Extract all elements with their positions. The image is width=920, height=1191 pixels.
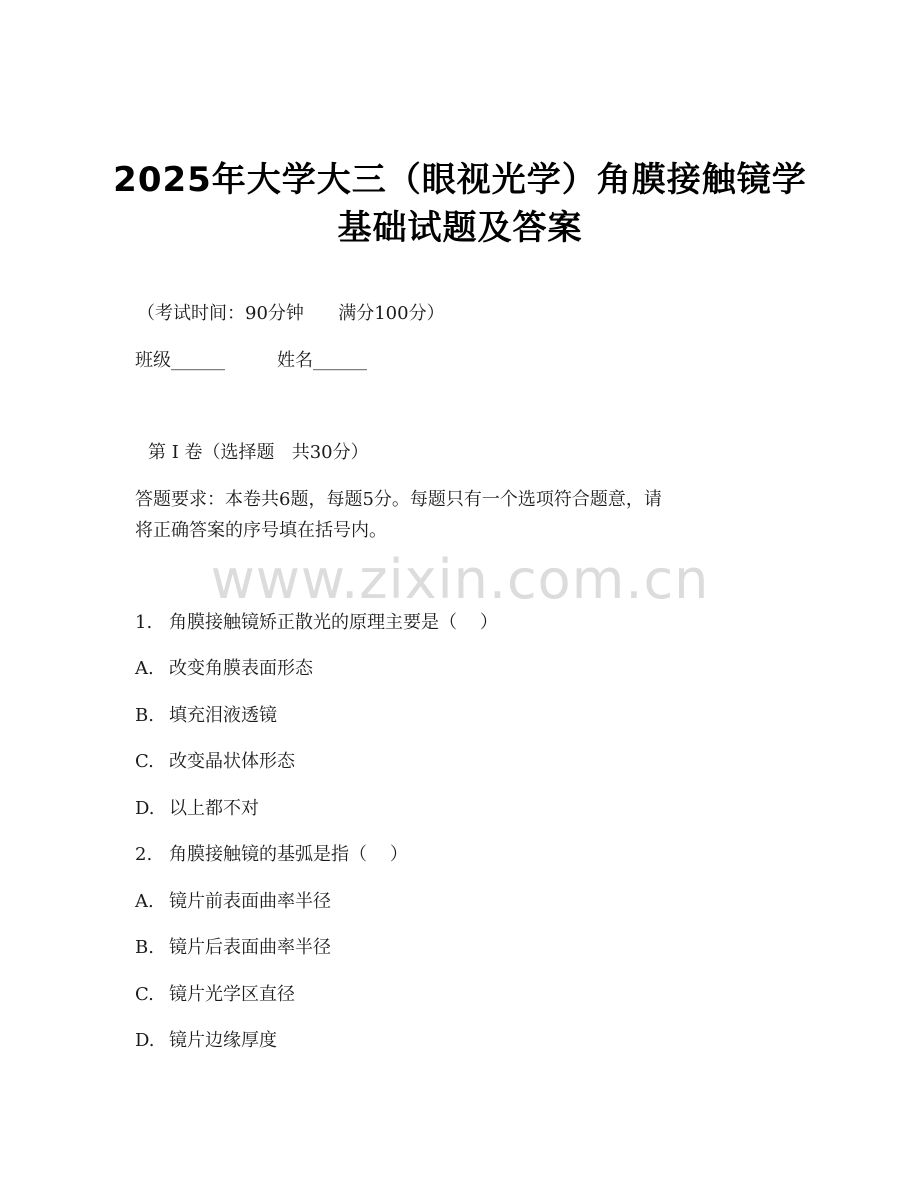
question-2-option-a [135,890,331,914]
name-field: 姓名______ [277,350,367,371]
question-1-option-c [135,750,295,774]
question-1-stem [135,611,498,635]
option-text: 镜片后表面曲率半径 [169,937,331,958]
requirement-line-2: 将正确答案的序号填在括号内。 [135,520,387,541]
class-field: 班级______ [135,350,225,371]
option-label: B. [135,705,154,726]
option-label: C. [135,751,154,772]
option-text: 以上都不对 [169,798,259,819]
question-2-stem [135,843,408,867]
option-text: 改变角膜表面形态 [169,658,313,679]
question-2-option-c [135,983,295,1007]
option-text: 镜片前表面曲率半径 [169,891,331,912]
question-text: 角膜接触镜的基弧是指（ ） [169,844,408,865]
option-text: 改变晶状体形态 [169,751,295,772]
student-info [135,349,367,373]
option-text: 填充泪液透镜 [169,705,277,726]
option-label: A. [135,891,154,912]
question-1-option-d [135,797,259,821]
watermark: www.zixin.com.cn [210,548,710,611]
question-2-option-d [135,1029,277,1053]
requirement-line-1: 答题要求：本卷共6题，每题5分。每题只有一个选项符合题意，请 [135,489,662,510]
exam-info: （考试时间：90分钟 满分100分） [137,303,445,324]
question-1-option-b [135,704,277,728]
question-text: 角膜接触镜矫正散光的原理主要是（ ） [169,612,498,633]
option-text: 镜片边缘厚度 [169,1030,277,1051]
option-label: C. [135,984,154,1005]
option-label: D. [135,798,155,819]
question-1-option-a [135,657,313,681]
option-label: B. [135,937,154,958]
question-2-option-b [135,936,331,960]
document-title-line-1: 2025年大学大三（眼视光学）角膜接触镜学 [113,160,807,200]
option-label: D. [135,1030,155,1051]
document-title-line-2: 基础试题及答案 [337,208,583,248]
question-number: 1. [135,612,153,633]
question-number: 2. [135,844,153,865]
option-label: A. [135,658,154,679]
option-text: 镜片光学区直径 [169,984,295,1005]
section-heading: 第 I 卷（选择题 共30分） [148,442,369,463]
